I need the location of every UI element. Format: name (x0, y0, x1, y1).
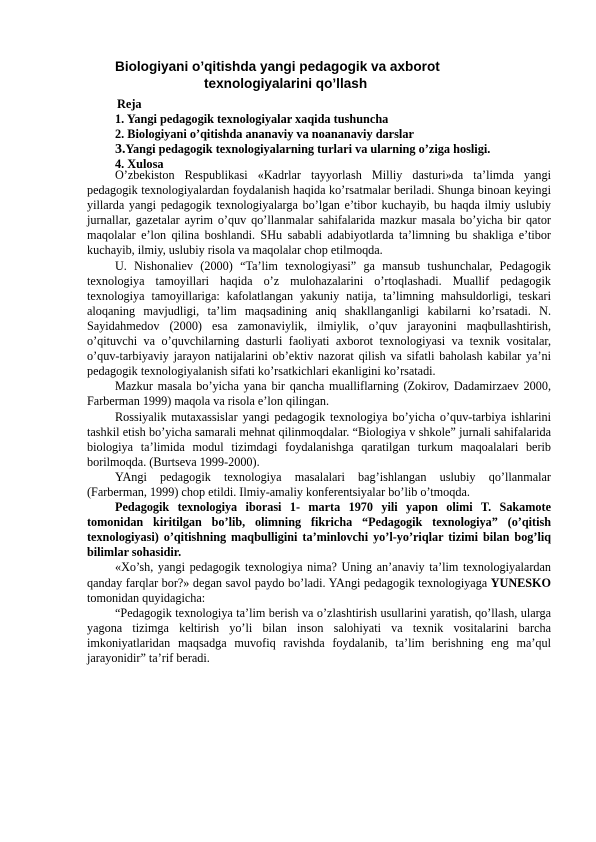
plan-item-4: 4. Xulosa (115, 157, 164, 171)
paragraph-7 (87, 560, 551, 605)
paragraph-2: U. Nishonaliev (2000) “Ta’lim texnologiyasi” ga mansub tushunchalar, Pedagogik texnologiya tamoyillari haqida o’z mulohazalarini o’rtoqlashadi. Muallif pedagogik texnologiya tamoyillariga: kafolatlangan yakuniy natija, ta’limning mahsuldorligi, teskari aloqaning mavjudligi, ta’lim maqsadining aniq shakllanganligi kabilarni ko’rsatadi. N. Sayidahmedov (2000) esa zamonaviylik, ilmiylik, o’quv jarayonini maqbullashtirish, o’qituvchi va o’quvchilarning dasturli faoliyati axborot texnologiyasi va texnik vositalar, o’quv-tarbiyaviy jarayon natijalarini ob’ektiv nazorat qilish va sifatli baholash kabilar ya’ni pedagogik texnologiyalanish sifati ko’rsatkichlari ekanligini ko’rsatadi. (87, 258, 551, 379)
document-title (115, 58, 495, 92)
paragraph-6-definition: Pedagogik texnologiya iborasi 1- marta 1970 yili yapon olimi T. Sakamote tomonidan kiritilgan bo’lib, olimning fikricha “Pedagogik texnologiya” (o’qitish texnologiyasi) o’qitishning maqbulligini ta’minlovchi yo’l-yo’riqlar tizimi bilan bog’liq bilimlar sohasidir. (87, 500, 551, 560)
paragraph-1: O’zbekiston Respublikasi «Kadrlar tayyorlash Milliy dasturi»da ta’limda yangi pedagogik texnologiyalardan foydalanish haqida ko’rsatmalar beriladi. Shunga binoan keyingi yillarda yangi pedagogik texnologiyalarga bo’lgan e’tibor kuchayib, bu haqda ilmiy uslubiy jurnallar, gazetalar ayrim o’quv qo’llanmalar sahifalarida mazkur masala bo’yicha bir qator maqolalar e’lon qilina boshlandi. SHu sababli adabiyotlarda ta’limning bu shakliga e’tibor kuchayib, ilmiy, uslubiy risola va maqolalar chop etilmoqda. (87, 168, 551, 258)
plan-item-3-text: Yangi pedagogik texnologiyalarning turlari va ularning o’ziga hosligi. (125, 142, 491, 156)
paragraph-7-text: «Xo’sh, yangi pedagogik texnologiya nima? Uning an’anaviy ta’lim texnologiyalardan qanday farqlar bor?» degan savol paydo bo’ladi. YAngi pedagogik texnologiyaga (87, 560, 551, 590)
paragraph-7-tail: tomonidan quyidagicha: (87, 590, 206, 605)
plan-item-1: 1. Yangi pedagogik texnologiyalar xaqida tushuncha (115, 112, 389, 126)
paragraph-4: Rossiyalik mutaxassislar yangi pedagogik texnologiya bo’yicha o’quv-tarbiya ishlarini tashkil etish bo’yicha samarali mehnat qilinmoqdalar. “Biologiya v shkole” jurnali sahifalarida biologiya ta’limida modul tizimdagi foydalanishga qaratilgan turkum maqoalalari berib borilmoqda. (Burtseva 1999-2000). (87, 409, 551, 469)
body-text (87, 168, 551, 666)
title-line-1: Biologiyani o’qitishda yangi pedagogik va axborot (115, 59, 440, 74)
paragraph-8-quote: “Pedagogik texnologiya ta’lim berish va o’zlashtirish usullarini yaratish, qo’llash, ularga yagona tizimga keltirish yo’li bilan inson salohiyati va texnik vositalarini barcha imkoniyatlaridan maqsadga muvofiq ravishda foydalanib, ta’lim berishning eng ma’qul jarayonidir” ta’rif beradi. (87, 605, 551, 665)
title-line-2: texnologiyalarini qo’llash (204, 76, 368, 91)
plan-heading: Reja (117, 97, 142, 111)
paragraph-5: YAngi pedagogik texnologiya masalalari bag’ishlangan uslubiy qo’llanmalar (Farberman, 1999) chop etildi. Ilmiy-amaliy konferentsiyalar bo’lib o’tmoqda. (87, 469, 551, 499)
plan-item-2: 2. Biologiyani o’qitishda ananaviy va noananaviy darslar (115, 127, 414, 141)
unesco-term: YUNESKO (490, 575, 552, 590)
plan-outline (115, 97, 565, 172)
plan-item-3 (115, 142, 565, 157)
paragraph-3: Mazkur masala bo’yicha yana bir qancha mualliflarning (Zokirov, Dadamirzaev 2000, Farberman 1999) maqola va risola e’lon qilingan. (87, 379, 551, 409)
plan-item-3-number: 3. (115, 142, 126, 157)
